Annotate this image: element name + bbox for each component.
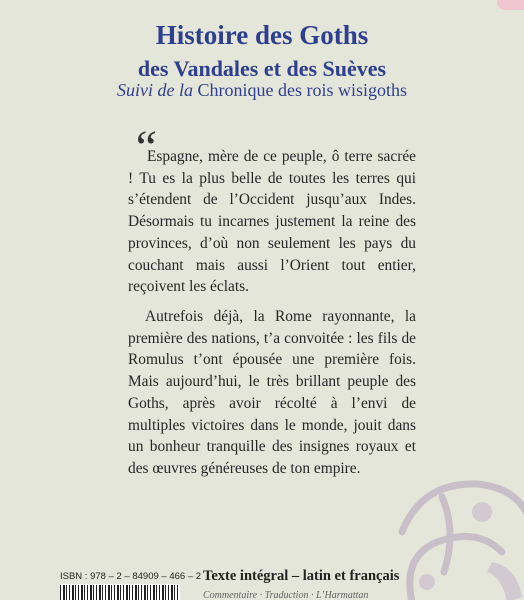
book-title-line-2: des Vandales et des Suèves: [137, 56, 387, 81]
corner-tab: [497, 0, 524, 10]
quote-paragraph-2: Autrefois déjà, la Rome rayonnante, la première des nations, t’a convoitée : les fils de Romulus t’ont épousée une première fois. Mais aujourd’hui, le très brillant peuple des Goths, après avoir récolté à l’envi de multiples victoires dans le monde, jouit dans un bonheur tranquille des insignes royaux et des œuvres généreuses de ton empire.: [128, 308, 416, 477]
book-title: Histoire des Goths: [155, 20, 369, 50]
subtitle-italic: Suivi de la: [117, 80, 193, 100]
subtitle-rest: Chronique des rois wisigoths: [192, 80, 407, 100]
quote-paragraph-1: Espagne, mère de ce peuple, ô terre sacrée ! Tu es la plus belle de toutes les terres qui s’étendent de l’Occident jusqu’aux Indes. Désormais tu incarnes justement la reine des provinces, d’où non seulement les pays du couchant mais aussi l’Orient tout entier, reçoivent les éclats.: [128, 148, 416, 296]
opening-quote-mark: “: [131, 121, 158, 174]
isbn-text: ISBN : 978 – 2 – 84909 – 466 – 2: [60, 571, 202, 582]
credit-line: Commentaire · Traduction · L’Harmattan: [203, 590, 369, 600]
book-subtitle: [0, 80, 524, 101]
ornament-letter-icon: [382, 472, 524, 600]
barcode: [60, 584, 180, 600]
edition-label: Texte intégral – latin et français: [203, 568, 400, 584]
